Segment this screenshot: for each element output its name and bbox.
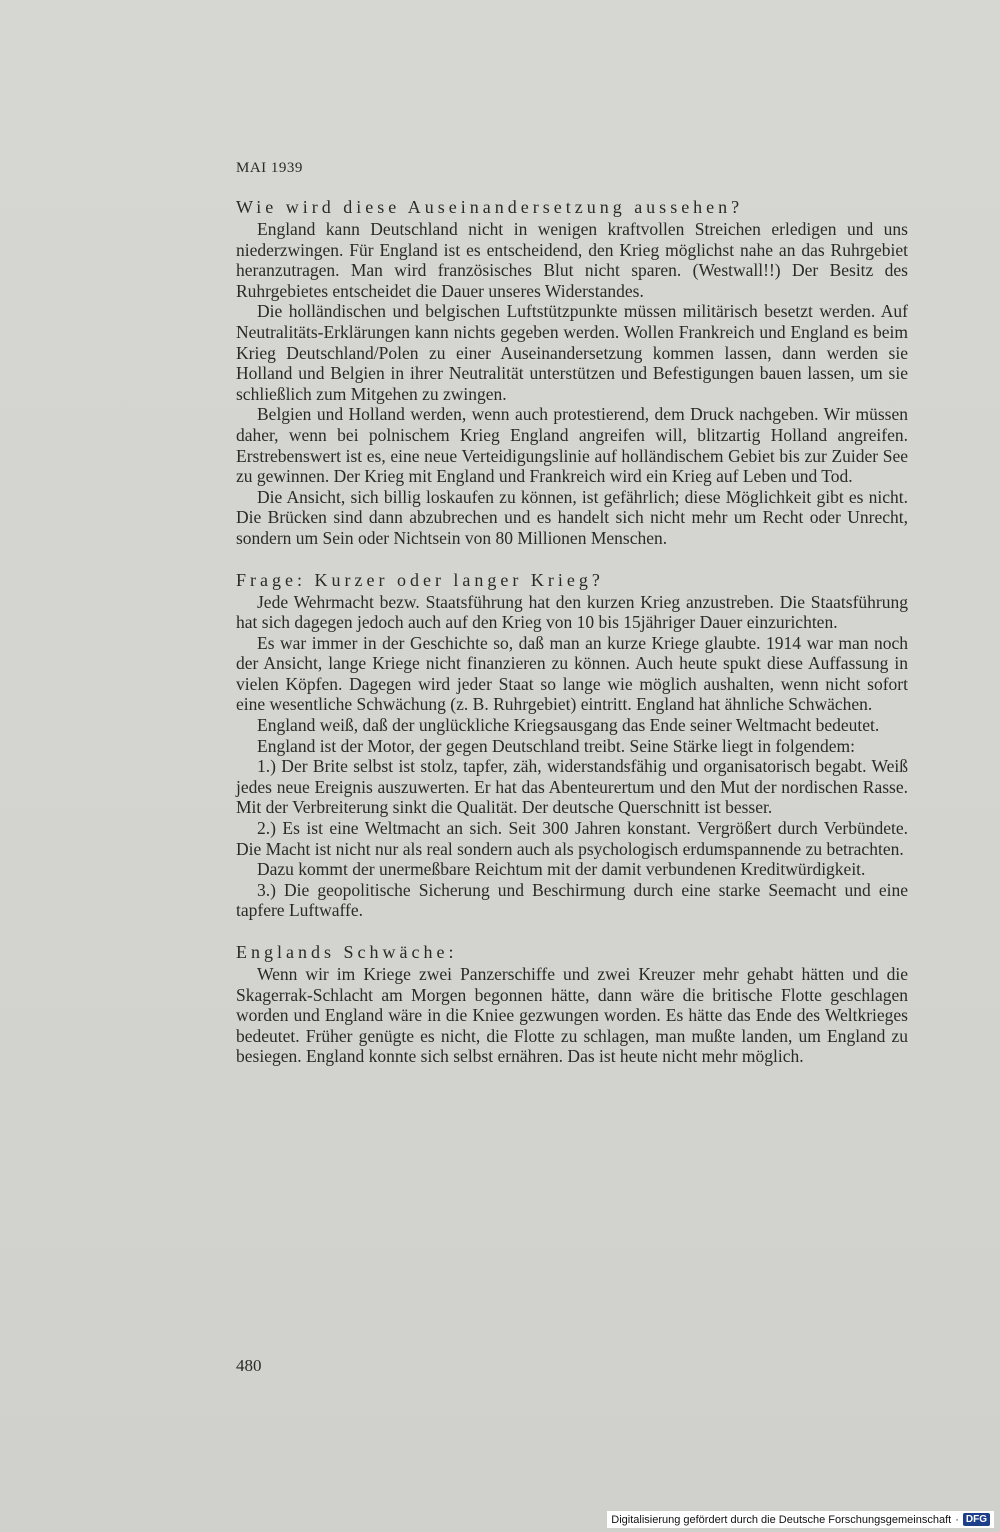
- paragraph: Belgien und Holland werden, wenn auch protestierend, dem Druck nachgeben. Wir müssen daher, wenn bei polnischem Krieg England angreifen will, blitzartig Holland angreifen. Erstrebenswert ist es, eine neue Verteidigungslinie auf holländischem Gebiet bis zur Zuider See zu gewinnen. Der Krieg mit England und Frankreich wird ein Krieg auf Leben und Tod.: [236, 404, 908, 487]
- paragraph: Die Ansicht, sich billig loskaufen zu können, ist gefährlich; diese Möglichkeit gibt es nicht. Die Brücken sind dann abzubrechen und es handelt sich nicht mehr um Recht oder Unrecht, sondern um Sein oder Nichtsein von 80 Millionen Menschen.: [236, 486, 908, 548]
- paragraph: 2.) Es ist eine Weltmacht an sich. Seit 300 Jahren konstant. Vergrößert durch Verbündete. Die Macht ist nicht nur als real sondern auch als psychologisch erdumspannende zu betrachten.: [236, 818, 908, 859]
- footer-credit-text: Digitalisierung gefördert durch die Deutsche Forschungsgemeinschaft: [611, 1513, 952, 1526]
- paragraph: Jede Wehrmacht bezw. Staatsführung hat den kurzen Krieg anzustreben. Die Staatsführung hat sich dagegen jedoch auch auf den Krieg von 10 bis 15jähriger Dauer einzurichten.: [236, 591, 908, 633]
- section-heading: Englands Schwäche:: [236, 942, 458, 962]
- running-header: MAI 1939: [236, 160, 303, 176]
- paragraph: Wenn wir im Kriege zwei Panzerschiffe und zwei Kreuzer mehr gehabt hätten und die Skagerrak-Schlacht am Morgen begonnen hätte, dann wäre die britische Flotte geschlagen worden und England wäre in die Kniee gezwungen worden. Es hätte das Ende des Weltkrieges bedeutet. Früher genügte es nicht, die Flotte zu schlagen, man mußte landen, um England zu besiegen. England konnte sich selbst ernähren. Das ist heute nicht mehr möglich.: [236, 964, 908, 1067]
- page-number: 480: [236, 1356, 262, 1375]
- dfg-logo-icon: DFG: [963, 1513, 990, 1526]
- paragraph: Es war immer in der Geschichte so, daß man an kurze Kriege glaubte. 1914 war man noch der Ansicht, lange Kriege nicht finanzieren zu können. Auch heute spukt diese Auffassung in vielen Köpfen. Dagegen wird jeder Staat so lange wie möglich aushalten, wenn nicht sofort eine wesentliche Schwächung (z. B. Ruhrgebiet) eintritt. England hat ähnliche Schwächen.: [236, 632, 908, 715]
- section-heading: Wie wird diese Auseinandersetzung aussehen?: [236, 197, 744, 217]
- digitization-footer: [607, 1511, 994, 1528]
- section-auseinandersetzung: [236, 196, 908, 549]
- page-body: [236, 196, 908, 1067]
- paragraph: Die holländischen und belgischen Luftstützpunkte müssen militärisch besetzt werden. Auf Neutralitäts-Erklärungen kann nichts gegeben werden. Wollen Frankreich und England es beim Krieg Deutschland/Polen zu einer Auseinandersetzung kommen lassen, dann werden sie Holland und Belgien in ihrer Neutralität unterstützen und Befestigungen bauen lassen, um sie schließlich zum Mitgehen zu zwingen.: [236, 301, 908, 404]
- section-heading: Frage: Kurzer oder langer Krieg?: [236, 569, 604, 590]
- paragraph: England kann Deutschland nicht in wenigen kraftvollen Streichen erledigen und uns niederzwingen. Für England ist es entscheidend, den Krieg möglichst nahe an das Ruhrgebiet heranzutragen. Man wird französisches Blut nicht sparen. (Westwall!!) Der Besitz des Ruhrgebietes entscheidet die Dauer unseres Widerstandes.: [236, 219, 908, 301]
- paragraph: Dazu kommt der unermeßbare Reichtum mit der damit verbundenen Kreditwürdigkeit.: [257, 859, 866, 880]
- paragraph: England weiß, daß der unglückliche Kriegsausgang das Ende seiner Weltmacht bedeutet.: [257, 715, 880, 736]
- section-kurzer-oder-langer-krieg: [236, 569, 908, 922]
- footer-separator: ·: [955, 1513, 959, 1526]
- paragraph: 1.) Der Brite selbst ist stolz, tapfer, zäh, widerstandsfähig und organisatorisch begabt. Weiß jedes neue Ereignis auszuwerten. Er hat das Abenteurertum und den Mut der nordischen Rasse. Mit der Verbreiterung sinkt die Qualität. Der deutsche Querschnitt ist besser.: [236, 756, 908, 818]
- paragraph: 3.) Die geopolitische Sicherung und Beschirmung durch eine starke Seemacht und eine tapfere Luftwaffe.: [236, 879, 908, 921]
- section-englands-schwaeche: [236, 941, 908, 1067]
- paragraph: England ist der Motor, der gegen Deutschland treibt. Seine Stärke liegt in folgendem:: [257, 735, 856, 756]
